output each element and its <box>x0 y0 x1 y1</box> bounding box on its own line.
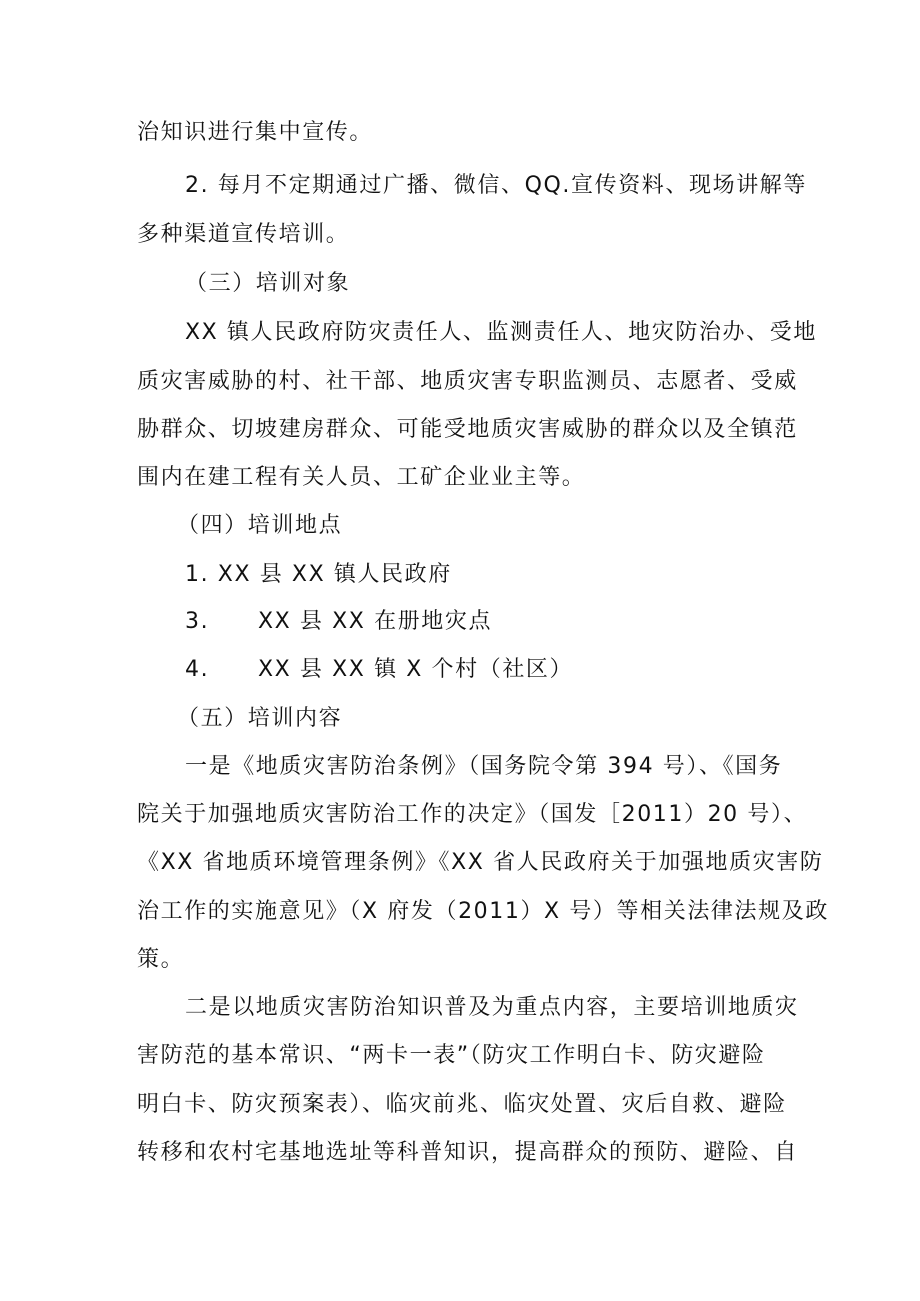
list-item: 2. 每月不定期通过广播、微信、QQ.宣传资料、现场讲解等 <box>185 173 808 198</box>
paragraph-line: 院关于加强地质灾害防治工作的决定》（国发［2011）20 号）、 <box>137 802 808 827</box>
section-heading: （三）培训对象 <box>185 271 351 296</box>
paragraph-line: 明白卡、防灾预案表）、临灾前兆、临灾处置、灾后自救、避险 <box>137 1092 787 1117</box>
paragraph-line: 治工作的实施意见》（X 府发（2011）X 号）等相关法律法规及政 <box>137 899 829 924</box>
text-line: 治知识进行集中宣传。 <box>137 120 374 145</box>
section-heading: （四）培训地点 <box>177 513 343 538</box>
paragraph-line: 围内在建工程有关人员、工矿企业业主等。 <box>137 465 586 490</box>
list-number: 3. <box>185 609 210 634</box>
paragraph-line: 质灾害威胁的村、社干部、地质灾害专职监测员、志愿者、受威 <box>137 369 798 394</box>
list-item: XX 县 XX 镇 X 个村（社区） <box>258 657 574 682</box>
paragraph-line: 一是《地质灾害防治条例》（国务院令第 394 号）、《国务 <box>185 754 783 779</box>
paragraph-line: 害防范的基本常识、“两卡一表”（防灾工作明白卡、防灾避险 <box>137 1043 766 1068</box>
list-number: 4. <box>185 657 210 682</box>
paragraph-line: 胁群众、切坡建房群众、可能受地质灾害威胁的群众以及全镇范 <box>137 417 798 442</box>
paragraph-line: 转移和农村宅基地选址等科普知识，提高群众的预防、避险、自 <box>137 1140 798 1165</box>
paragraph-line: 《XX 省地质环境管理条例》《XX 省人民政府关于加强地质灾害防 <box>137 850 824 875</box>
paragraph-line: 二是以地质灾害防治知识普及为重点内容，主要培训地质灾 <box>185 995 799 1020</box>
paragraph-line: XX 镇人民政府防灾责任人、监测责任人、地灾防治办、受地 <box>185 320 817 345</box>
section-heading: （五）培训内容 <box>177 706 343 731</box>
text-line: 多种渠道宣传培训。 <box>137 222 350 247</box>
list-item: 1. XX 县 XX 镇人民政府 <box>185 562 452 587</box>
paragraph-line: 策。 <box>137 947 185 972</box>
list-item: XX 县 XX 在册地灾点 <box>258 609 493 634</box>
